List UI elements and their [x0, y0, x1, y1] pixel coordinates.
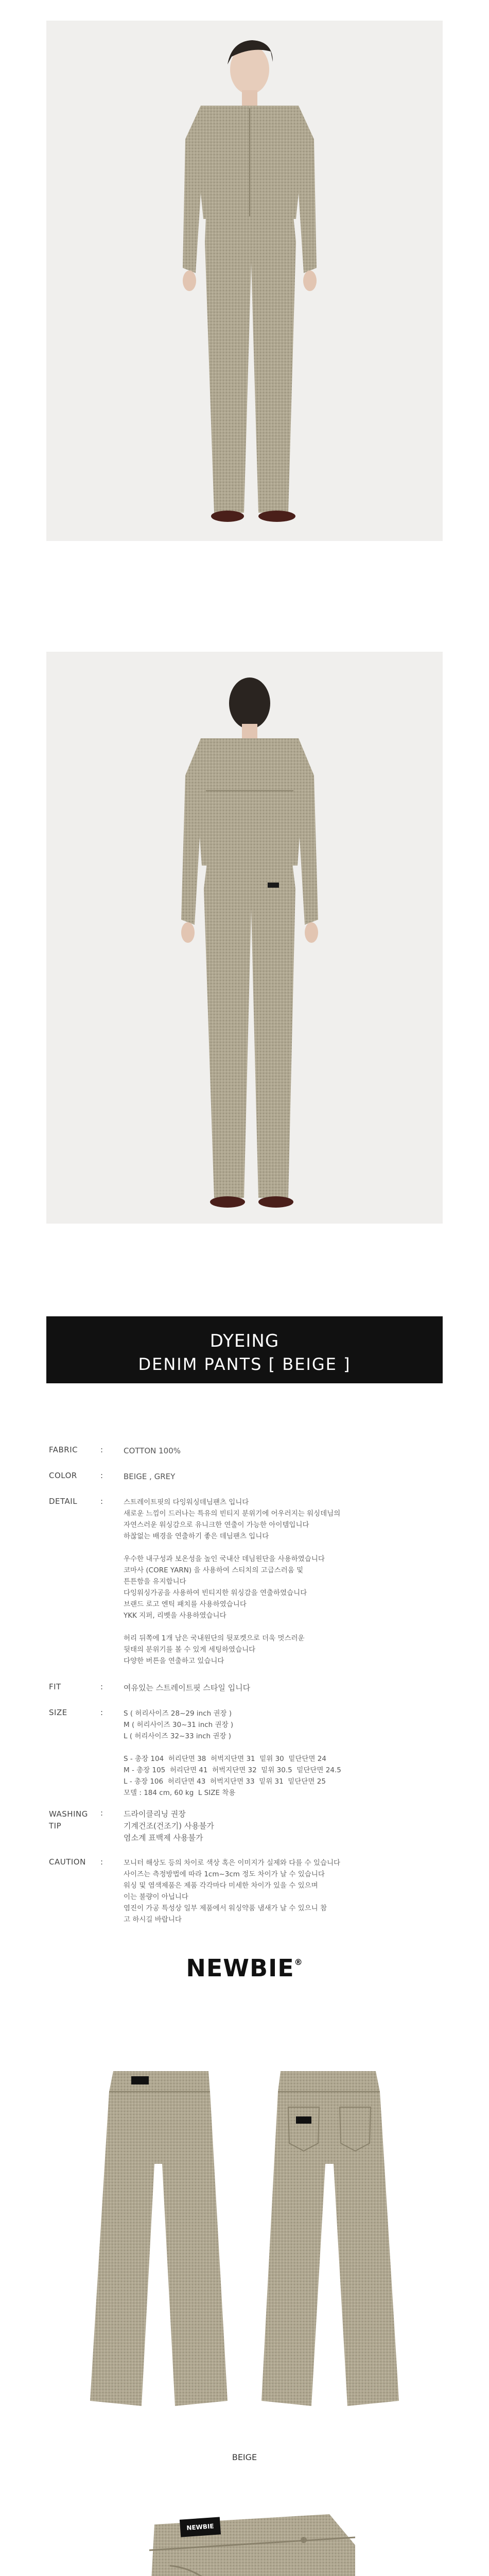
- spec-label: CAUTION: [49, 1857, 86, 1867]
- product-title-banner: [46, 1316, 443, 1383]
- model-back-photo: [46, 652, 443, 1224]
- flat-caption: BEIGE: [232, 2452, 257, 2462]
- spec-label: WASHING TIP: [49, 1809, 88, 1831]
- brand-logo: NEWBIE®: [186, 1954, 303, 1982]
- model-front-photo: [46, 21, 443, 541]
- spec-value: 드라이클리닝 권장 기계건조(건조기) 사용불가 염소계 표백제 사용불가: [124, 1809, 214, 1842]
- spec-value: 모니터 해상도 등의 차이로 색상 혹은 이미지가 실제와 다를 수 있습니다 사이즈는 측정방법에 따라 1cm~3cm 정도 차이가 날 수 있습니다 워싱 및 염색제품은 제품 각각마다 미세한 차이가 있을 수 있으며 이는 불량이 아닙니다 염진이 가공 특성상 일부 제품에서 워싱약품 냄새가 날 수 있으니 참 고 하시길 바랍니다: [124, 1859, 341, 1924]
- flat-back-photo: [247, 2061, 412, 2416]
- spec-label: FABRIC: [49, 1445, 78, 1454]
- spec-label: DETAIL: [49, 1497, 78, 1506]
- spec-label: COLOR: [49, 1471, 77, 1480]
- detail-waist-photo: [134, 2509, 355, 2576]
- spec-value: 여유있는 스트레이트핏 스타일 입니다: [124, 1683, 251, 1692]
- spec-value: BEIGE , GREY: [124, 1472, 176, 1481]
- brand-patch: NEWBIE: [180, 2517, 221, 2537]
- spec-value: S ( 허리사이즈 28~29 inch 권장 ) M ( 허리사이즈 30~31 inch 권장 ) L ( 허리사이즈 32~33 inch 권장 ) S - 총장 104 허리단면 38 허벅지단면 31 밑위 30 밑단단면 24 M - 총장 105 허리단면 41 허벅지단면 32 밑위 30.5 밑단단면 24.5 L - 총장 106 허리단면 43 허벅지단면 33 밑위 31 밑단단면 25 모델 : 184 cm, 60 kg L SIZE 착용: [124, 1709, 341, 1797]
- spec-value: 스트레이트핏의 다잉워싱데님팬츠 입니다 새로운 느낌이 드러나는 특유의 빈티지 분위기에 어우러지는 워싱데님의 자연스러운 워싱감으로 유니크한 연출이 가능한 아이템입니다 하찮없는 배경을 연출하기 좋은 데님팬츠 입니다 우수한 내구성과 보온성을 높인 국내산 데님원단을 사용하였습니다 코마사 (CORE YARN) 을 사용하여 스티치의 고급스러움 및 튼튼함을 유지합니다 다잉워싱가공을 사용하여 빈티지한 워싱감을 연출하였습니다 브랜드 로고 엔틱 패치를 사용하였습니다 YKK 지퍼, 리벳을 사용하였습니다 허리 뒤쪽에 1개 남은 국내원단의 뒷포켓으로 더욱 멋스러운 뒷태의 분위기를 볼 수 있게 세팅하였습니다 다양한 버튼을 연출하고 있습니다: [124, 1498, 341, 1665]
- spec-value: COTTON 100%: [124, 1446, 181, 1455]
- spec-label: FIT: [49, 1682, 61, 1691]
- product-title-line-2: DENIM PANTS [ BEIGE ]: [138, 1354, 351, 1374]
- product-title-line-1: DYEING: [209, 1331, 280, 1351]
- spec-label: SIZE: [49, 1708, 67, 1717]
- flat-front-photo: [77, 2061, 242, 2416]
